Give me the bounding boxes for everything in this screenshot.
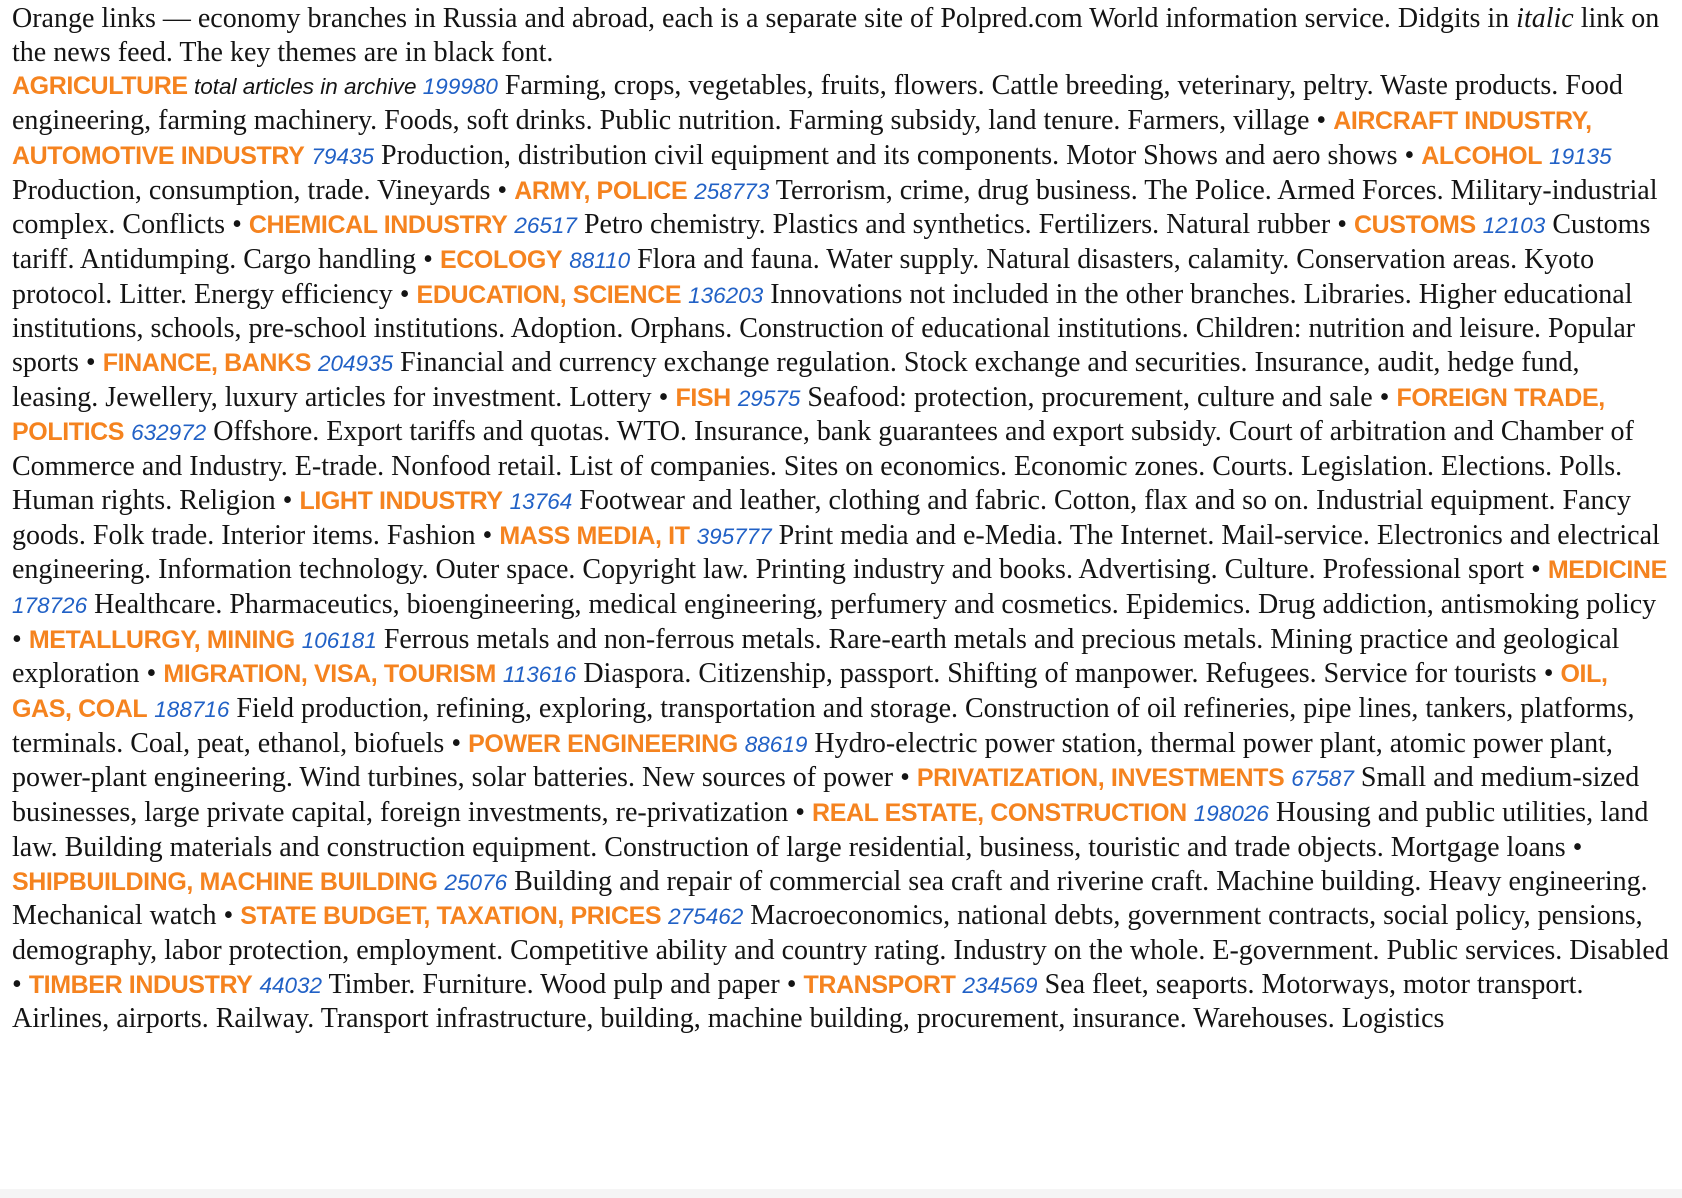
news-feed-count-customs[interactable]: 12103 bbox=[1482, 213, 1546, 239]
bullet-separator: • bbox=[1372, 381, 1397, 413]
branch-description-foreign-trade-politics: Offshore. Export tariffs and quotas. WTO. Insurance, bank guarantees and export subsidy. Court of arbitration and Chamber of Commerce and Industry. E-trade. Nonfood retail. List of companies. Sites on economics. Economic zones. Courts. Legislation. Elections. Polls. Human rights. Religion bbox=[12, 416, 1634, 516]
branches-list bbox=[12, 69, 1672, 1036]
branch-description-agriculture: Farming, crops, vegetables, fruits, flowers. Cattle breeding, veterinary, peltry. Waste products. Food engineering, farming machinery. Foods, soft drinks. Public nutrition. Farming subsidy, land tenure. Farmers, village bbox=[12, 70, 1623, 137]
news-feed-count-agriculture[interactable]: 199980 bbox=[422, 74, 498, 100]
bullet-separator: • bbox=[1330, 209, 1354, 241]
bullet-separator: • bbox=[392, 278, 417, 310]
branch-link-foreign-trade-politics[interactable]: FOREIGN TRADE, POLITICS bbox=[12, 383, 1605, 447]
news-feed-count-alcohol[interactable]: 19135 bbox=[1549, 143, 1612, 169]
branch-description-transport: Sea fleet, seaports. Motorways, motor transport. Airlines, airports. Railway. Transport infrastructure, building, machine building, procurement, insurance. Warehouses. Logistics bbox=[12, 968, 1584, 1035]
archive-total-label: total articles in archive bbox=[187, 74, 423, 100]
branch-link-customs[interactable]: CUSTOMS bbox=[1354, 211, 1476, 240]
branch-link-transport[interactable]: TRANSPORT bbox=[803, 970, 956, 999]
branch-link-finance-banks[interactable]: FINANCE, BANKS bbox=[102, 349, 312, 378]
branch-description-finance-banks: Financial and currency exchange regulation. Stock exchange and securities. Insurance, audit, hedge fund, leasing. Jewellery, luxury articles for investment. Lottery bbox=[12, 347, 1580, 413]
branch-link-state-budget-taxation-prices[interactable]: STATE BUDGET, TAXATION, PRICES bbox=[240, 902, 662, 931]
news-feed-count-timber-industry[interactable]: 44032 bbox=[259, 972, 323, 998]
bullet-separator: • bbox=[12, 623, 29, 655]
branch-description-ecology: Flora and fauna. Water supply. Natural disasters, calamity. Conservation areas. Kyoto protocol. Litter. Energy efficiency bbox=[12, 243, 1595, 310]
branch-link-metallurgy-mining[interactable]: METALLURGY, MINING bbox=[28, 625, 295, 654]
bullet-separator: • bbox=[651, 381, 676, 413]
bullet-separator: • bbox=[1397, 139, 1422, 171]
bullet-separator: • bbox=[1565, 831, 1583, 863]
bullet-separator: • bbox=[893, 762, 917, 794]
news-feed-count-transport[interactable]: 234569 bbox=[962, 972, 1038, 998]
branch-link-timber-industry[interactable]: TIMBER INDUSTRY bbox=[28, 970, 253, 999]
branch-link-migration-visa-tourism[interactable]: MIGRATION, VISA, TOURISM bbox=[163, 660, 496, 689]
branch-link-medicine[interactable]: MEDICINE bbox=[1547, 556, 1667, 585]
news-feed-count-aircraft-industry-automotive-industry[interactable]: 79435 bbox=[311, 143, 374, 169]
branch-description-fish: Seafood: protection, procurement, culture and sale bbox=[800, 381, 1373, 413]
branch-link-army-police[interactable]: ARMY, POLICE bbox=[514, 176, 688, 205]
news-feed-count-state-budget-taxation-prices[interactable]: 275462 bbox=[668, 904, 744, 930]
intro-text-before: Orange links — economy branches in Russia and abroad, each is a separate site of Polpred.com World information service. Didgits in bbox=[12, 3, 1510, 34]
branch-description-customs: Customs tariff. Antidumping. Cargo handling bbox=[12, 209, 1651, 275]
branch-link-shipbuilding-machine-building[interactable]: SHIPBUILDING, MACHINE BUILDING bbox=[12, 867, 438, 896]
branch-description-privatization-investments: Small and medium-sized businesses, large private capital, foreign investments, re-privatization bbox=[12, 762, 1640, 829]
bullet-separator: • bbox=[1524, 554, 1548, 586]
branch-description-power-engineering: Hydro-electric power station, thermal power plant, atomic power plant, power-plant engineering. Wind turbines, solar batteries. New sources of power bbox=[12, 727, 1613, 794]
news-feed-count-ecology[interactable]: 88110 bbox=[569, 247, 631, 273]
news-feed-count-migration-visa-tourism[interactable]: 113616 bbox=[502, 662, 577, 688]
branch-link-chemical-industry[interactable]: CHEMICAL INDUSTRY bbox=[248, 211, 508, 240]
branch-link-fish[interactable]: FISH bbox=[675, 383, 731, 412]
branch-description-metallurgy-mining: Ferrous metals and non-ferrous metals. Rare-earth metals and precious metals. Mining practice and geological exploration bbox=[12, 623, 1620, 690]
news-feed-count-education-science[interactable]: 136203 bbox=[688, 282, 764, 308]
branch-description-oil-gas-coal: Field production, refining, exploring, transportation and storage. Construction of oil refineries, pipe lines, tankers, platforms, terminals. Coal, peat, ethanol, biofuels bbox=[12, 693, 1635, 759]
branch-link-privatization-investments[interactable]: PRIVATIZATION, INVESTMENTS bbox=[916, 764, 1285, 793]
news-feed-count-light-industry[interactable]: 13764 bbox=[509, 488, 573, 514]
news-feed-count-army-police[interactable]: 258773 bbox=[694, 178, 770, 204]
bullet-separator: • bbox=[788, 797, 813, 829]
bullet-separator: • bbox=[1309, 105, 1334, 137]
branch-link-ecology[interactable]: ECOLOGY bbox=[439, 245, 563, 274]
branch-description-aircraft-industry-automotive-industry: Production, distribution civil equipment and its components. Motor Shows and aero shows bbox=[374, 139, 1398, 171]
branch-description-chemical-industry: Petro chemistry. Plastics and synthetics. Fertilizers. Natural rubber bbox=[576, 209, 1331, 241]
branch-description-education-science: Innovations not included in the other branches. Libraries. Higher educational institutions, schools, pre-school institutions. Adoption. Orphans. Construction of educational institutions. Children: nutrition and leisure. Popular sports bbox=[12, 278, 1636, 379]
bullet-separator: • bbox=[779, 968, 804, 1000]
news-feed-count-finance-banks[interactable]: 204935 bbox=[318, 351, 394, 377]
bullet-separator: • bbox=[475, 519, 500, 551]
branch-description-migration-visa-tourism: Diaspora. Citizenship, passport. Shifting of manpower. Refugees. Service for tourists bbox=[576, 658, 1537, 690]
news-feed-count-metallurgy-mining[interactable]: 106181 bbox=[301, 627, 377, 653]
bullet-separator: • bbox=[225, 209, 249, 241]
branch-description-alcohol: Production, consumption, trade. Vineyards bbox=[12, 174, 491, 206]
intro-text-after: link on the news feed. The key themes are in black font. bbox=[12, 3, 1660, 68]
branch-link-education-science[interactable]: EDUCATION, SCIENCE bbox=[416, 280, 682, 309]
bullet-separator: • bbox=[275, 484, 300, 516]
branch-link-power-engineering[interactable]: POWER ENGINEERING bbox=[468, 729, 738, 758]
page-bottom-edge bbox=[0, 1189, 1682, 1198]
branch-description-light-industry: Footwear and leather, clothing and fabric. Cotton, flax and so on. Industrial equipment. Fancy goods. Folk trade. Interior items. Fashion bbox=[12, 484, 1631, 551]
bullet-separator: • bbox=[444, 727, 469, 759]
branch-description-army-police: Terrorism, crime, drug business. The Police. Armed Forces. Military-industrial complex. Conflicts bbox=[12, 174, 1658, 241]
branch-description-medicine: Healthcare. Pharmaceutics, bioengineering, medical engineering, perfumery and cosmetics. Epidemics. Drug addiction, antismoking policy bbox=[87, 588, 1657, 620]
bullet-separator: • bbox=[12, 968, 29, 1000]
branch-link-aircraft-industry-automotive-industry[interactable]: AIRCRAFT INDUSTRY, AUTOMOTIVE INDUSTRY bbox=[12, 107, 1592, 170]
branch-link-oil-gas-coal[interactable]: OIL, GAS, COAL bbox=[12, 660, 1608, 724]
bullet-separator: • bbox=[216, 900, 241, 932]
intro-italic-word: italic bbox=[1516, 3, 1574, 34]
branch-description-state-budget-taxation-prices: Macroeconomics, national debts, government contracts, social policy, pensions, demography, labor protection, employment. Competitive ability and country rating. Industry on the whole. E-government. Public services. Disabled bbox=[12, 900, 1669, 966]
news-feed-count-mass-media-it[interactable]: 395777 bbox=[696, 523, 772, 549]
branch-link-alcohol[interactable]: ALCOHOL bbox=[1421, 141, 1543, 170]
news-feed-count-privatization-investments[interactable]: 67587 bbox=[1291, 766, 1354, 792]
bullet-separator: • bbox=[139, 658, 164, 690]
news-feed-count-shipbuilding-machine-building[interactable]: 25076 bbox=[444, 869, 508, 895]
branch-link-real-estate-construction[interactable]: REAL ESTATE, CONSTRUCTION bbox=[812, 799, 1187, 828]
news-feed-count-real-estate-construction[interactable]: 198026 bbox=[1193, 801, 1269, 827]
bullet-separator: • bbox=[1536, 658, 1561, 690]
news-feed-count-fish[interactable]: 29575 bbox=[737, 385, 801, 411]
bullet-separator: • bbox=[416, 243, 440, 275]
news-feed-count-medicine[interactable]: 178726 bbox=[12, 592, 88, 618]
branch-link-light-industry[interactable]: LIGHT INDUSTRY bbox=[299, 486, 503, 515]
branch-description-shipbuilding-machine-building: Building and repair of commercial sea craft and riverine craft. Machine building. Heavy engineering. Mechanical watch bbox=[12, 865, 1648, 932]
news-feed-count-foreign-trade-politics[interactable]: 632972 bbox=[131, 420, 207, 446]
branch-description-timber-industry: Timber. Furniture. Wood pulp and paper bbox=[322, 968, 780, 1000]
intro-paragraph bbox=[12, 2, 1672, 69]
news-feed-count-power-engineering[interactable]: 88619 bbox=[744, 731, 808, 757]
bullet-separator: • bbox=[78, 347, 103, 379]
bullet-separator: • bbox=[490, 174, 515, 206]
branch-description-real-estate-construction: Housing and public utilities, land law. Building materials and construction equipment. Construction of large residential, business, touristic and trade objects. Mortgage loans bbox=[12, 797, 1649, 863]
branch-link-mass-media-it[interactable]: MASS MEDIA, IT bbox=[499, 521, 690, 550]
news-feed-count-chemical-industry[interactable]: 26517 bbox=[514, 213, 577, 239]
news-feed-count-oil-gas-coal[interactable]: 188716 bbox=[154, 697, 230, 723]
branch-link-agriculture[interactable]: AGRICULTURE bbox=[12, 72, 188, 101]
branch-description-mass-media-it: Print media and e-Media. The Internet. Mail-service. Electronics and electrical engineering. Information technology. Outer space. Copyright law. Printing industry and books. Advertising. Culture. Professional sport bbox=[12, 519, 1660, 586]
